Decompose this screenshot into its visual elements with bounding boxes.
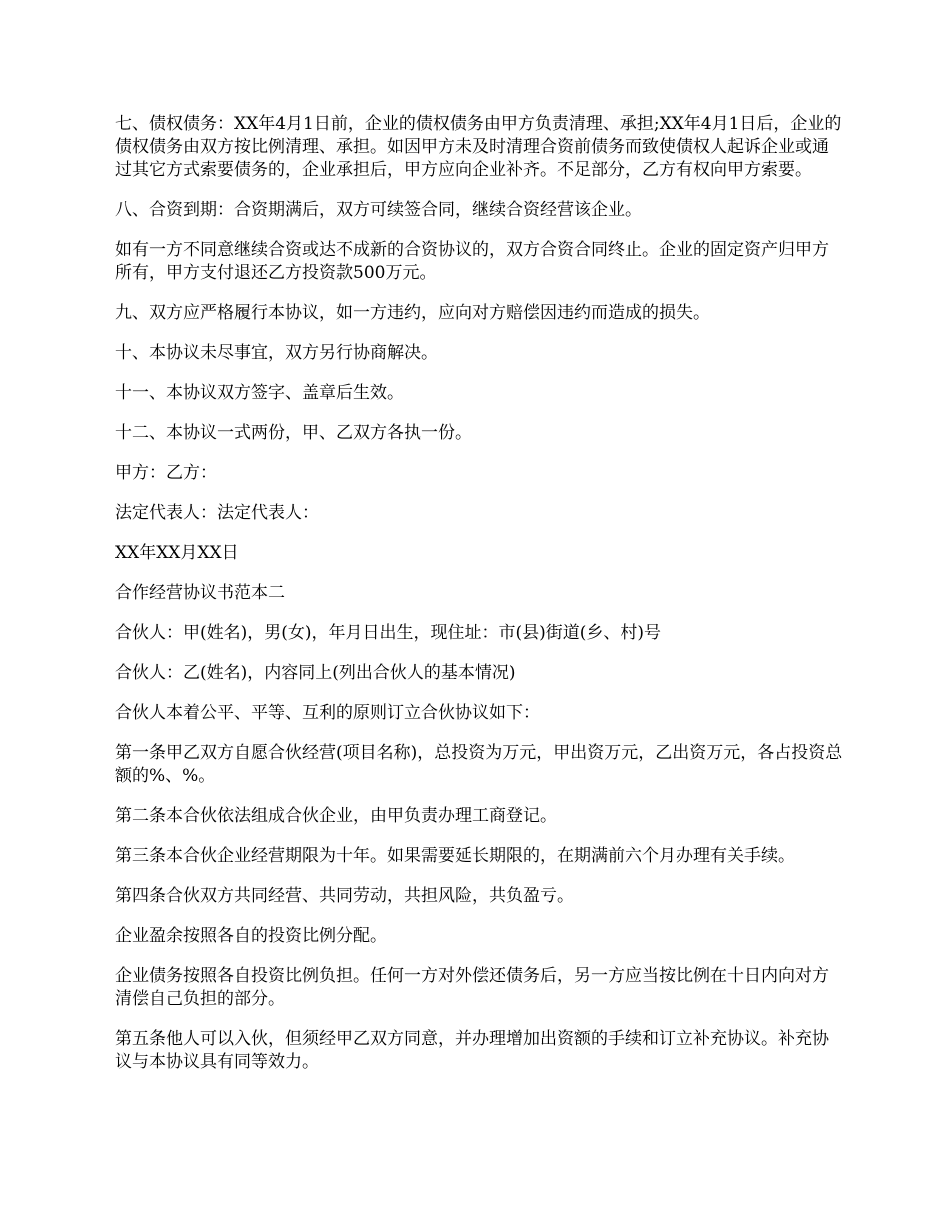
article-four: 第四条合伙双方共同经营、共同劳动，共担风险，共负盈亏。 [115, 886, 574, 906]
agreement-preamble: 合伙人本着公平、平等、互利的原则订立合伙协议如下： [115, 703, 540, 723]
clause-nine-breach: 九、双方应严格履行本协议，如一方违约，应向对方赔偿因违约而造成的损失。 [115, 303, 710, 323]
profit-distribution: 企业盈余按照各自的投资比例分配。 [115, 926, 387, 946]
clause-ten-unresolved: 十、本协议未尽事宜，双方另行协商解决。 [115, 343, 438, 363]
partner-a-info: 合伙人：甲(姓名)，男(女)，年月日出生，现住址：市(县)街道(乡、村)号 [115, 623, 662, 643]
signature-representatives: 法定代表人：法定代表人： [115, 503, 319, 523]
signature-parties: 甲方：乙方： [115, 463, 217, 483]
article-two: 第二条本合伙依法组成合伙企业，由甲负责办理工商登记。 [115, 806, 557, 826]
clause-eight-termination: 如有一方不同意继续合资或达不成新的合资协议的，双方合资合同终止。企业的固定资产归甲方所有，甲方支付退还乙方投资款500万元。 [115, 240, 829, 283]
document-body [115, 113, 845, 1091]
clause-seven-debts: 七、债权债务：XX年4月1日前，企业的债权债务由甲方负责清理、承担;XX年4月1日后，企业的债权债务由双方按比例清理、承担。如因甲方未及时清理合资前债务而致使债权人起诉企业或通过其它方式索要债务的，企业承担后，甲方应向企业补齐。不足部分，乙方有权向甲方索要。 [115, 114, 842, 180]
partner-b-info: 合伙人：乙(姓名)，内容同上(列出合伙人的基本情况) [115, 663, 516, 683]
clause-eleven-effective: 十一、本协议双方签字、盖章后生效。 [115, 383, 404, 403]
article-five: 第五条他人可以入伙，但须经甲乙双方同意，并办理增加出资额的手续和订立补充协议。补充协议与本协议具有同等效力。 [115, 1029, 829, 1072]
clause-twelve-copies: 十二、本协议一式两份，甲、乙双方各执一份。 [115, 423, 472, 443]
article-one: 第一条甲乙双方自愿合伙经营(项目名称)，总投资为万元，甲出资万元，乙出资万元，各占投资总额的%、%。 [115, 743, 843, 786]
section-title-template-two: 合作经营协议书范本二 [115, 583, 285, 603]
article-three: 第三条本合伙企业经营期限为十年。如果需要延长期限的，在期满前六个月办理有关手续。 [115, 846, 795, 866]
signature-date: XX年XX月XX日 [115, 543, 239, 563]
debt-allocation: 企业债务按照各自投资比例负担。任何一方对外偿还债务后，另一方应当按比例在十日内向对方清偿自己负担的部分。 [115, 966, 829, 1009]
clause-eight-expiry: 八、合资到期：合资期满后，双方可续签合同，继续合资经营该企业。 [115, 200, 642, 220]
